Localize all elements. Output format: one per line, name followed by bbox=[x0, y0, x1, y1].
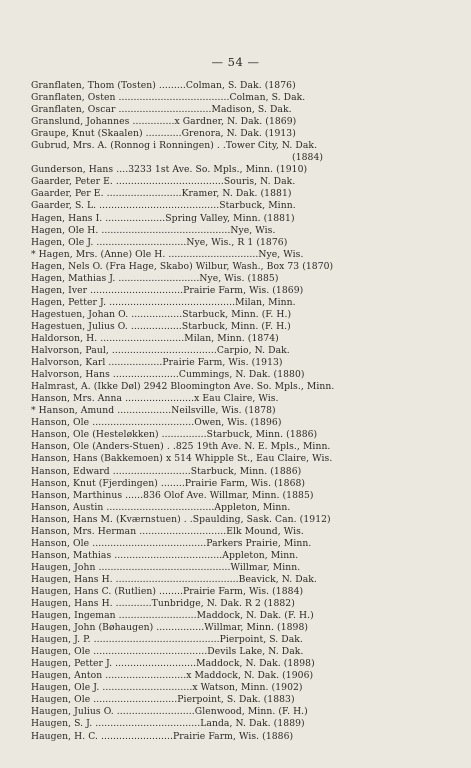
directory-entry: Hagen, Ole H. ...........................................Nye, Wis. bbox=[31, 224, 276, 236]
directory-entry: Hanson, Mrs. Herman .............................Elk Mound, Wis. bbox=[31, 525, 304, 537]
directory-entry: Graupe, Knut (Skaalen) ............Grenora, N. Dak. (1913) bbox=[31, 128, 296, 140]
directory-entry: Granflaten, Thom (Tosten) .........Colman, S. Dak. (1876) bbox=[31, 80, 296, 91]
directory-entry: Hanson, Ole ..................................Owen, Wis. (1896) bbox=[31, 417, 282, 429]
directory-entry: Hanson, Marthinus ......836 Olof Ave. Willmar, Minn. (1885) bbox=[31, 489, 314, 501]
directory-entry: * Hanson, Amund ..................Neilsville, Wis. (1878) bbox=[31, 405, 276, 417]
directory-entry: Hagen, Petter J. ..........................................Milan, Minn. bbox=[31, 296, 296, 308]
directory-entry: Halmrast, A. (Ikke Døl) 2942 Bloomington Ave. So. Mpls., Minn. bbox=[31, 381, 335, 393]
directory-entry: Haugen, Petter J. ...........................Maddock, N. Dak. (1898) bbox=[31, 658, 315, 670]
directory-list bbox=[31, 80, 385, 743]
directory-entry: Haugen, John ............................................Willmar, Minn. bbox=[31, 561, 301, 573]
directory-entry: Haugen, J. P. ..........................................Pierpoint, S. Dak. bbox=[31, 634, 303, 646]
directory-entry: Haugen, Hans H. ............Tunbridge, N. Dak. R 2 (1882) bbox=[31, 598, 295, 610]
directory-entry: Haugen, H. C. ........................Prairie Farm, Wis. (1886) bbox=[31, 730, 294, 742]
directory-entry: Haugen, Hans H. .........................................Beavick, N. Dak. bbox=[31, 573, 317, 585]
directory-entry: Hagestuen, Julius O. .................Starbuck, Minn. (F. H.) bbox=[31, 320, 291, 332]
page-number: — 54 — bbox=[211, 55, 260, 69]
directory-entry: Hagen, Mathias J. ...........................Nye, Wis. (1885) bbox=[31, 272, 279, 284]
directory-entry: Hagen, Ole J. ..............................Nye, Wis., R 1 (1876) bbox=[31, 236, 288, 248]
directory-entry: Haugen, John (Bøhaugen) ................Willmar, Minn. (1898) bbox=[31, 622, 309, 634]
directory-entry: Gunderson, Hans ....3233 1st Ave. So. Mpls., Minn. (1910) bbox=[31, 164, 308, 176]
directory-entry: (1884) bbox=[31, 152, 324, 164]
directory-entry: Haugen, Ole ......................................Devils Lake, N. Dak. bbox=[31, 646, 304, 658]
directory-entry: Haugen, Julius O. ..........................Glenwood, Minn. (F. H.) bbox=[31, 706, 308, 718]
directory-entry: Hanson, Knut (Fjerdingen) ........Prairie Farm, Wis. (1868) bbox=[31, 477, 306, 489]
directory-entry: Hanson, Ole ......................................Parkers Prairie, Minn. bbox=[31, 537, 312, 549]
directory-entry: Gubrud, Mrs. A. (Ronnog i Ronningen) . .Tower City, N. Dak. bbox=[31, 140, 318, 152]
directory-entry: Hanson, Ole (Anders-Stuen) . .825 19th Ave. N. E. Mpls., Minn. bbox=[31, 441, 331, 453]
directory-entry: Hanson, Ole (Hesteløkken) ...............Starbuck, Minn. (1886) bbox=[31, 429, 318, 441]
directory-entry: Granflaten, Osten .....................................Colman, S. Dak. bbox=[31, 92, 306, 104]
directory-entry: Haldorson, H. ............................Milan, Minn. (1874) bbox=[31, 332, 279, 344]
directory-entry: Hagestuen, Johan O. .................Starbuck, Minn. (F. H.) bbox=[31, 308, 292, 320]
directory-entry: Hanson, Mathias ....................................Appleton, Minn. bbox=[31, 549, 299, 561]
directory-entry: Haugen, Ole ............................Pierpoint, S. Dak. (1883) bbox=[31, 694, 295, 706]
directory-entry: Haugen, Ole J. ..............................x Watson, Minn. (1902) bbox=[31, 682, 303, 694]
directory-entry: Haugen, Ingeman ..........................Maddock, N. Dak. (F. H.) bbox=[31, 610, 314, 622]
directory-entry: Halvorson, Hans ......................Cummings, N. Dak. (1880) bbox=[31, 369, 305, 381]
directory-entry: Haugen, Anton ...........................x Maddock, N. Dak. (1906) bbox=[31, 670, 314, 682]
directory-entry: Hanson, Austin ....................................Appleton, Minn. bbox=[31, 501, 291, 513]
directory-entry: Gaarder, S. L. ........................................Starbuck, Minn. bbox=[31, 200, 296, 212]
directory-entry: Haugen, Hans C. (Rutlien) ........Prairie Farm, Wis. (1884) bbox=[31, 585, 304, 597]
directory-entry: Hanson, Hans M. (Kværnstuen) . .Spaulding, Sask. Can. (1912) bbox=[31, 513, 331, 525]
directory-entry: Haugen, S. J. ...................................Landa, N. Dak. (1889) bbox=[31, 718, 305, 730]
directory-entry: Hanson, Edward ..........................Starbuck, Minn. (1886) bbox=[31, 465, 302, 477]
directory-entry: Granslund, Johannes ..............x Gardner, N. Dak. (1869) bbox=[31, 116, 297, 128]
directory-entry: Halvorson, Karl ..................Prairie Farm, Wis. (1913) bbox=[31, 357, 283, 369]
directory-entry: Hagen, Hans I. ....................Spring Valley, Minn. (1881) bbox=[31, 212, 295, 224]
directory-entry: Hagen, Nels O. (Fra Hage, Skabo) Wilbur, Wash., Box 73 (1870) bbox=[31, 260, 334, 272]
directory-entry: Hanson, Mrs. Anna .......................x Eau Claire, Wis. bbox=[31, 393, 279, 405]
directory-entry: Gaarder, Per E. .........................Kramer, N. Dak. (1881) bbox=[31, 188, 292, 200]
directory-entry: * Hagen, Mrs. (Anne) Ole H. ..............................Nye, Wis. bbox=[31, 248, 304, 260]
directory-entry: Hanson, Hans (Bakkemoen) x 514 Whipple St., Eau Claire, Wis. bbox=[31, 453, 333, 465]
directory-entry: Gaarder, Peter E. ....................................Souris, N. Dak. bbox=[31, 176, 296, 188]
directory-entry: Halvorson, Paul, ...................................Carpio, N. Dak. bbox=[31, 345, 290, 357]
directory-entry: Hagen, Iver ...............................Prairie Farm, Wis. (1869) bbox=[31, 284, 304, 296]
directory-entry: Granflaten, Oscar ...............................Madison, S. Dak. bbox=[31, 104, 292, 116]
